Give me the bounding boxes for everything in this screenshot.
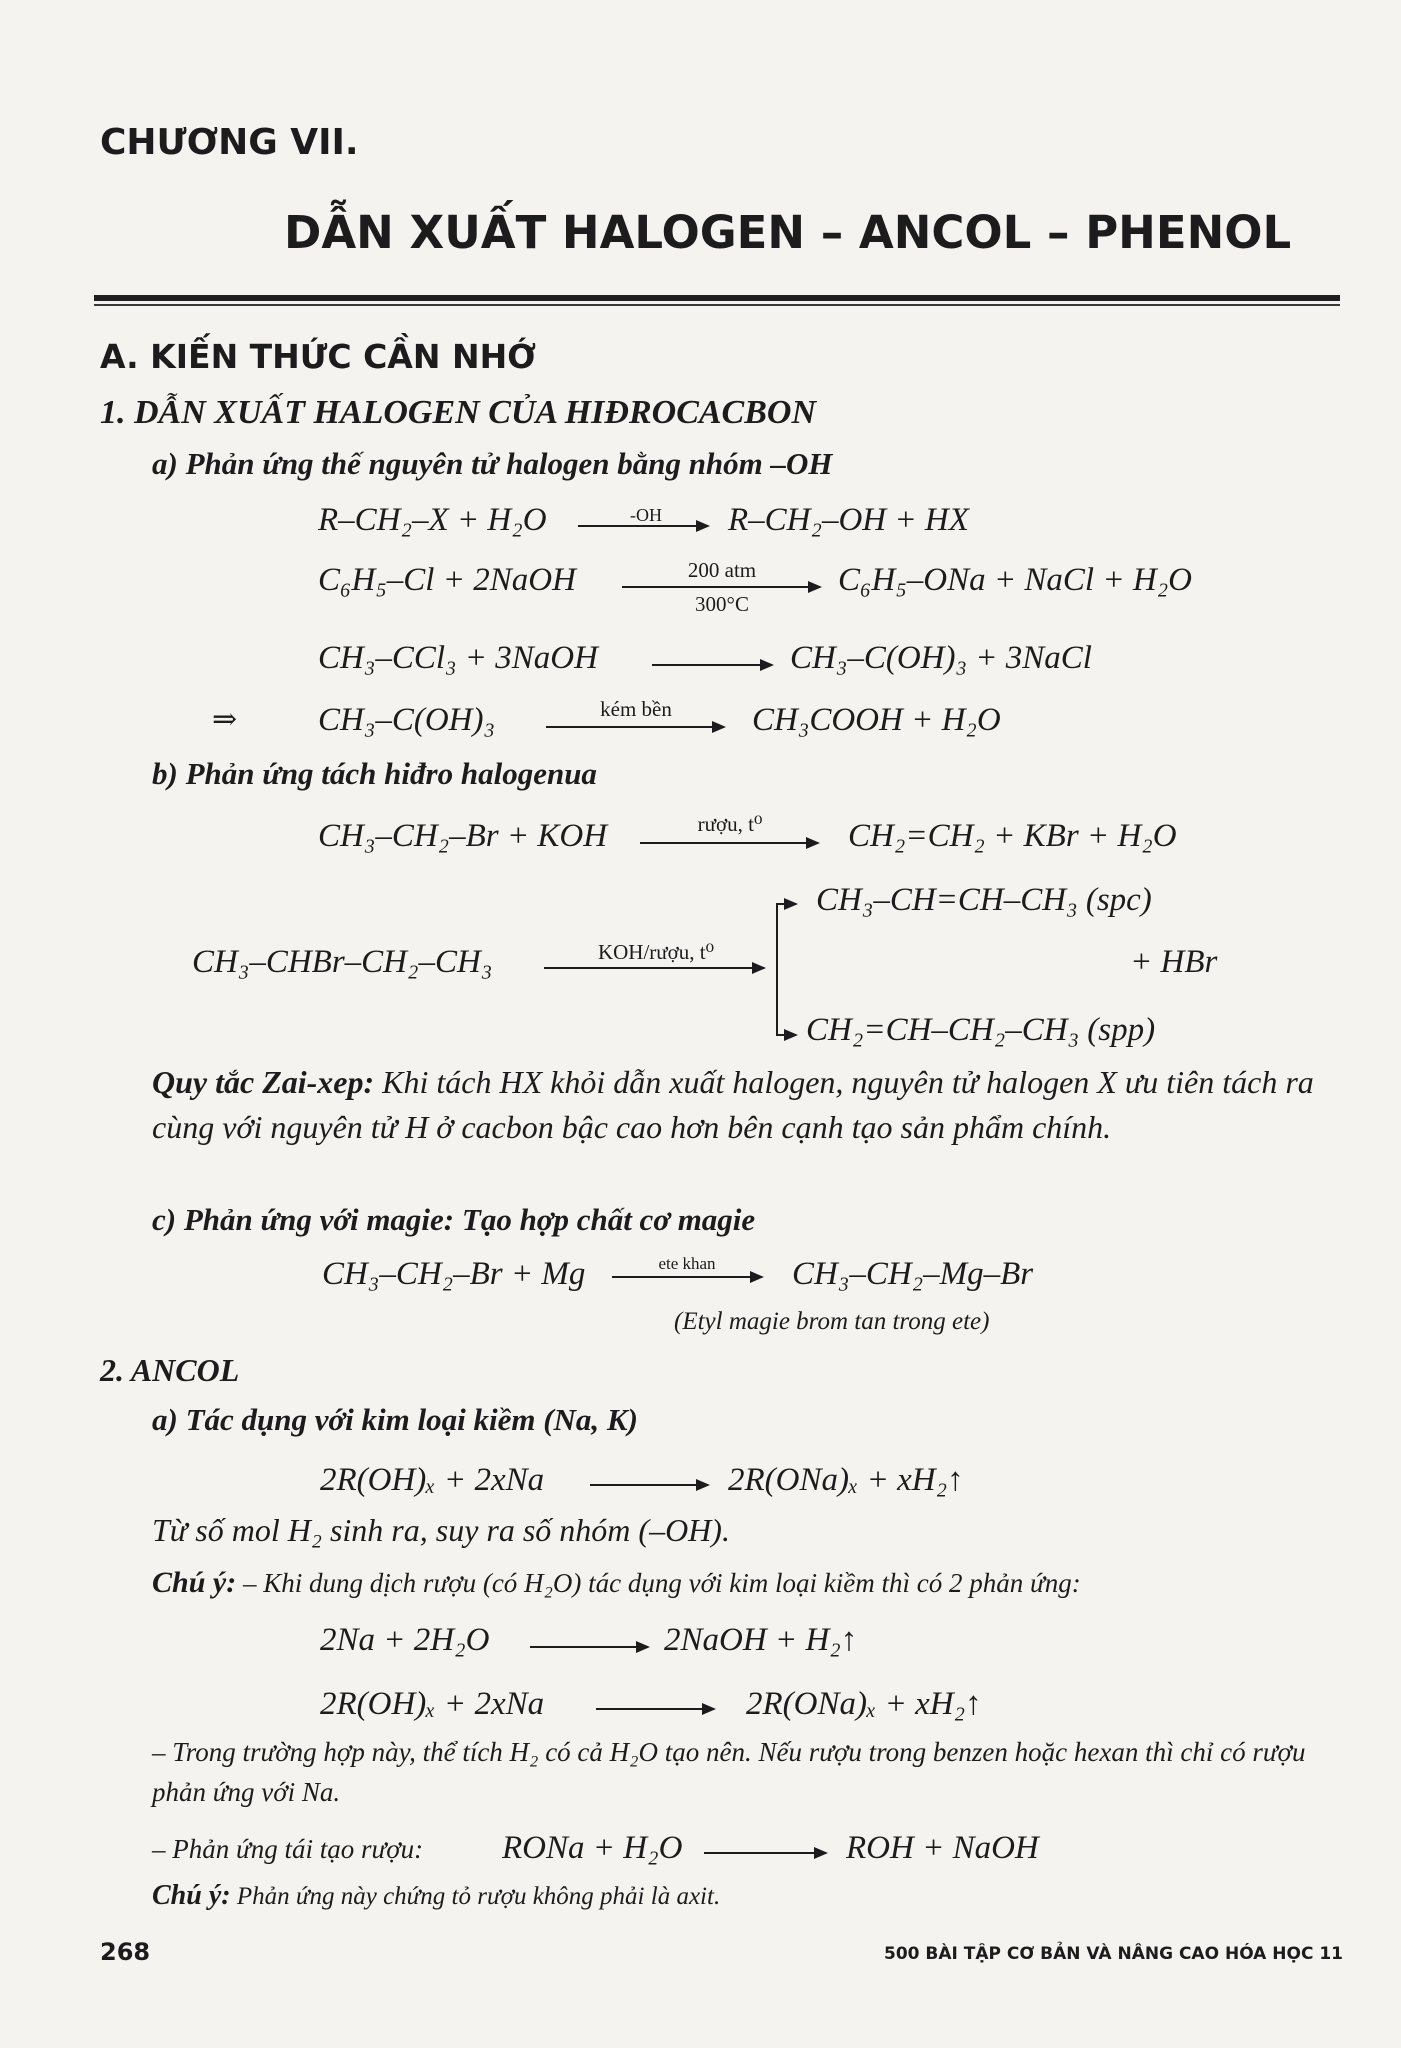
eq-chlorobenzene-lhs: C₆H₅–Cl + 2NaOH	[318, 562, 576, 598]
eq-alkali-lhs: 2R(OH)ₓ + 2xNa	[320, 1462, 545, 1498]
book-title: 500 BÀI TẬP CƠ BẢN VÀ NÂNG CAO HÓA HỌC 11	[884, 1944, 1343, 1964]
eq-trichloro-lhs: CH₃–CCl₃ + 3NaOH	[318, 640, 598, 676]
s2-a-text2: – Trong trường hợp này, thể tích H₂ có cả H₂O tạo nên. Nếu rượu trong benzen hoặc hexan thì chỉ có rượu phản ứng với Na.	[152, 1737, 1306, 1807]
reaction-arrow	[596, 1708, 714, 1710]
eq-grignard-condition: ete khan	[658, 1254, 716, 1273]
eq-water-rhs: 2NaOH + H₂↑	[664, 1622, 858, 1658]
eq-water-lhs: 2Na + 2H₂O	[320, 1622, 490, 1658]
eq-zaitsev-main-product: CH₃–CH=CH–CH₃ (spc)	[816, 882, 1152, 918]
reaction-arrow	[640, 842, 818, 844]
reaction-arrow	[530, 1646, 648, 1648]
reaction-arrow	[652, 664, 772, 666]
grignard-caption: (Etyl magie brom tan trong ete)	[674, 1308, 990, 1335]
s1-title: 1. DẪN XUẤT HALOGEN CỦA HIĐROCACBON	[100, 394, 817, 431]
eq-substitution-lhs: R–CH₂–X + H₂O	[318, 502, 547, 538]
branch-arrow-main	[776, 903, 796, 905]
reaction-arrow	[546, 726, 724, 728]
eq-chlorobenzene-cond-bottom: 300°C	[695, 592, 749, 616]
note-text: – Khi dung dịch rượu (có H₂O) tác dụng với kim loại kiềm thì có 2 phản ứng:	[236, 1568, 1081, 1598]
eq-unstable-condition: kém bền	[600, 697, 672, 721]
section-a-heading: A. KIẾN THỨC CẦN NHỚ	[100, 337, 537, 376]
zaitsev-rule-text: Khi tách HX khỏi dẫn xuất halogen, nguyên tử halogen X ưu tiên tách ra cùng với nguyên tử H ở cacbon bậc cao hơn bên cạnh tạo sản phẩm chính.	[152, 1064, 1314, 1145]
reaction-arrow	[590, 1484, 708, 1486]
reaction-arrow	[612, 1276, 762, 1278]
eq-alkali-rhs: 2R(ONa)ₓ + xH₂↑	[728, 1462, 964, 1498]
s2-a-text3: – Phản ứng tái tạo rượu:	[152, 1834, 424, 1864]
eq-zaitsev-side-product: + HBr	[1130, 944, 1218, 980]
note2-text: Phản ứng này chứng tỏ rượu không phải là axit.	[230, 1883, 721, 1910]
eq-unstable-rhs: CH₃COOH + H₂O	[752, 702, 1001, 738]
s2-a-heading: a) Tác dụng với kim loại kiềm (Na, K)	[152, 1402, 638, 1437]
s2-a-text1: Từ số mol H₂ sinh ra, suy ra số nhóm (–OH).	[152, 1512, 730, 1548]
eq-zaitsev-lhs: CH₃–CHBr–CH₂–CH₃	[192, 944, 493, 980]
eq-regen-rhs: ROH + NaOH	[846, 1830, 1039, 1866]
eq-chlorobenzene-cond-top: 200 atm	[687, 558, 757, 582]
eq-unstable-lhs: CH₃–C(OH)₃	[318, 702, 495, 738]
eq-elimination-lhs: CH₃–CH₂–Br + KOH	[318, 818, 608, 854]
title-rule	[94, 295, 1340, 301]
chapter-label: CHƯƠNG VII.	[100, 122, 359, 163]
reaction-arrow	[544, 967, 764, 969]
branch-arrow-minor	[776, 1034, 796, 1036]
page-number: 268	[100, 1938, 151, 1966]
eq-regen-lhs: RONa + H₂O	[502, 1830, 683, 1866]
eq-grignard-lhs: CH₃–CH₂–Br + Mg	[322, 1256, 586, 1292]
reaction-arrow	[578, 525, 708, 527]
eq-trichloro-rhs: CH₃–C(OH)₃ + 3NaCl	[790, 640, 1092, 676]
eq-zaitsev-minor-product: CH₂=CH–CH₂–CH₃ (spp)	[806, 1012, 1156, 1048]
eq-elimination-condition: rượu, t⁰	[697, 812, 763, 836]
branch-line	[776, 903, 778, 1035]
s2-a-note	[152, 1566, 1081, 1600]
s1-b-heading: b) Phản ứng tách hiđro halogenua	[152, 756, 597, 791]
implies-symbol: ⇒	[212, 703, 238, 736]
zaitsev-rule-label: Quy tắc Zai-xep:	[152, 1064, 375, 1100]
note2-label: Chú ý:	[152, 1880, 231, 1911]
eq-substitution-rhs: R–CH₂–OH + HX	[728, 502, 969, 538]
reaction-arrow	[622, 586, 820, 588]
zaitsev-rule	[152, 1060, 1334, 1150]
title-rule-thin	[94, 304, 1340, 306]
s1-a-heading: a) Phản ứng thế nguyên tử halogen bằng nhóm –OH	[152, 446, 833, 481]
eq-elimination-rhs: CH₂=CH₂ + KBr + H₂O	[848, 818, 1177, 854]
eq-alkali2-rhs: 2R(ONa)ₓ + xH₂↑	[746, 1686, 982, 1722]
eq-grignard-rhs: CH₃–CH₂–Mg–Br	[792, 1256, 1034, 1292]
reaction-arrow	[704, 1852, 826, 1854]
eq-alkali2-lhs: 2R(OH)ₓ + 2xNa	[320, 1686, 545, 1722]
note-label: Chú ý:	[152, 1566, 237, 1599]
s2-title: 2. ANCOL	[100, 1352, 240, 1388]
eq-chlorobenzene-rhs: C₆H₅–ONa + NaCl + H₂O	[838, 562, 1192, 598]
s1-c-heading: c) Phản ứng với magie: Tạo hợp chất cơ magie	[152, 1202, 756, 1237]
eq-substitution-condition: -OH	[630, 505, 662, 525]
eq-zaitsev-condition: KOH/rượu, t⁰	[597, 940, 715, 964]
s2-a-note2	[152, 1880, 720, 1912]
chapter-title: DẪN XUẤT HALOGEN – ANCOL – PHENOL	[284, 206, 1292, 259]
